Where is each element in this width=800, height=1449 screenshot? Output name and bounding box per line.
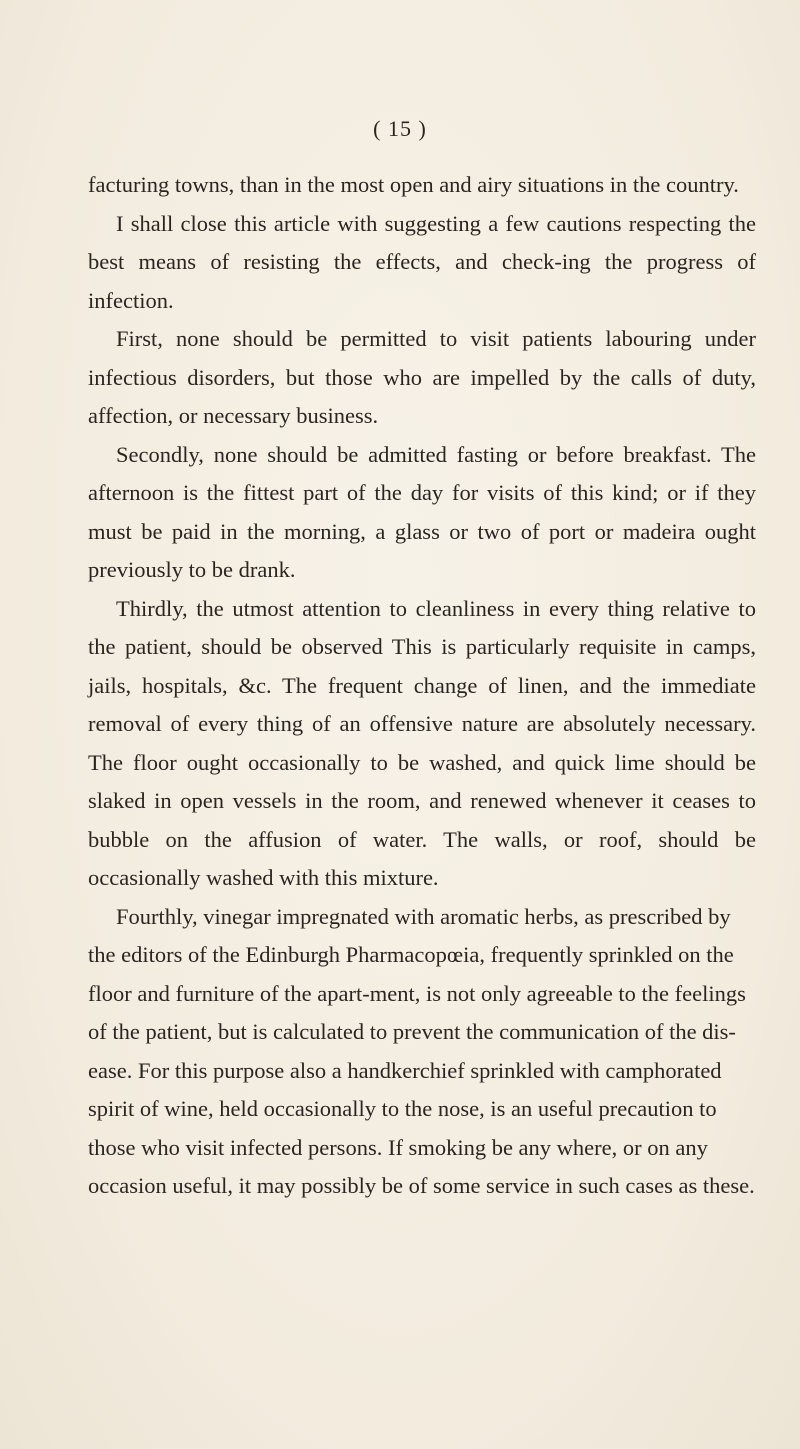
paragraph-third-caution: Thirdly, the utmost attention to cleanliness in every thing relative to the patient, should be observed This is particularly requisite in camps, jails, hospitals, &c. The frequent change of linen, and the immediate removal of every thing of an offensive nature are absolutely necessary. The floor ought occasionally to be washed, and quick lime should be slaked in open vessels in the room, and renewed whenever it ceases to bubble on the affusion of water. The walls, or roof, should be occasionally washed with this mixture. [88,595,756,890]
body-text [88,166,756,1206]
paragraph-continued: facturing towns, than in the most open and airy situations in the country. [88,172,739,197]
page-number: ( 15 ) [373,116,427,141]
paragraph-first-caution: First, none should be permitted to visit patients labouring under infectious disorders, but those who are impelled by the calls of duty, affection, or necessary business. [88,326,756,428]
paragraph-intro-cautions: I shall close this article with suggesting a few cautions respecting the best means of resisting the effects, and check-ing the progress of infection. [88,210,756,313]
paragraph-second-caution: Secondly, none should be admitted fasting or before breakfast. The afternoon is the fittest part of the day for visits of this kind; or if they must be paid in the morning, a glass or two of port or madeira ought previously to be drank. [88,441,756,582]
paragraph-fourth-caution: Fourthly, vinegar impregnated with aromatic herbs, as prescribed by the editors of the Edinburgh Pharmacopœia, frequently sprinkled on the floor and furniture of the apart-ment, is not only agreeable to the feelings of the patient, but is calculated to prevent the communication of the dis-ease. For this purpose also a handkerchief sprinkled with camphorated spirit of wine, held occasionally to the nose, is an useful precaution to those who visit infected persons. If smoking be any where, or on any occasion useful, it may possibly be of some service in such cases as these. [88,903,755,1198]
